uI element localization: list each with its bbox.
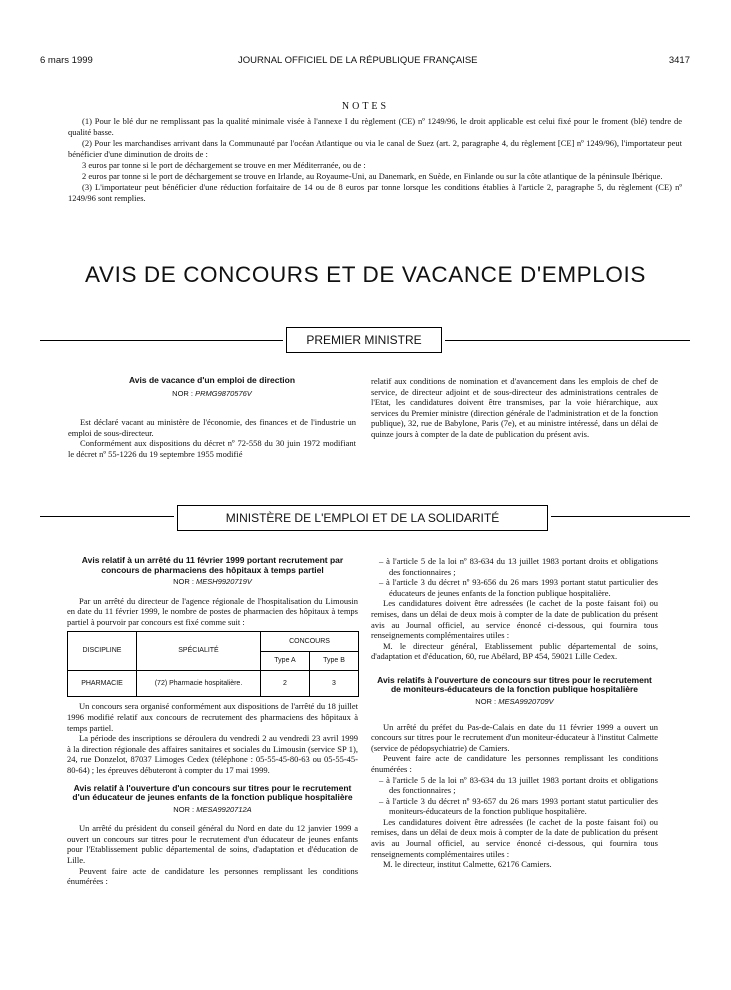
nor-code: PRMG9870576V	[195, 388, 252, 398]
nor-code: MESH9920719V	[196, 577, 252, 586]
left-column	[67, 556, 358, 887]
nor-label: NOR :	[172, 388, 194, 398]
section-title-label: MINISTÈRE DE L'EMPLOI ET DE LA SOLIDARITÉ	[225, 511, 500, 525]
nor-label: NOR :	[173, 804, 195, 814]
avis-paragraph: Est déclaré vacant au ministère de l'économie, des finances et de l'industrie un emploi de sous-directeur.	[68, 417, 356, 438]
nor-line	[371, 697, 658, 708]
avis-paragraph: relatif aux conditions de nomination et d'avancement dans les emplois de chef de service, de directeur adjoint et de sous-directeur des administrations centrales de l'Etat, les candidatures doivent être transmises, par la voie hiérarchique, aux services du Premier ministre (direction générale de l'administration et de la fonction publique), 32, rue de Babylone, Paris (7e), et au ministre intéressé, dans un délai de quinze jours à compter de la date de publication du présent avis.	[371, 376, 658, 439]
avis-paragraph: La période des inscriptions se déroulera du vendredi 2 au vendredi 23 avril 1999 à la direction régionale des affaires sanitaires et sociales du Limousin (service SP 1), 24, rue Donzelot, 87037 Limoges Cedex (téléphone : 05-55-45-80-63 ou 05-55-45-80-64) ; les épreuves débuteront à compter du 17 mai 1999.	[67, 733, 358, 775]
nor-code: MESA9920712A	[196, 804, 252, 814]
dash-item: – à l'article 3 du décret nº 93-656 du 26 mars 1993 portant statut particulier des éducateurs de jeunes enfants de la fonction publique hospitalière.	[379, 577, 658, 598]
notes-title: NOTES	[341, 101, 390, 112]
avis-paragraph: Un arrêté du préfet du Pas-de-Calais en date du 11 février 1999 a ouvert un concours sur titres pour le recrutement d'un moniteur-éducateur à l'institut Calmette (service de pédopsychiatrie) de Camiers.	[371, 721, 658, 753]
dash-item: – à l'article 5 de la loi nº 83-634 du 13 juillet 1983 portant droits et obligations des fonctionnaires ;	[379, 774, 658, 796]
table-header-concours: CONCOURS	[261, 632, 359, 652]
note-paragraph: (2) Pour les marchandises arrivant dans la Communauté par l'océan Atlantique ou via le canal de Suez (art. 2, paragraphe 4, du règlement [CE] nº 1249/96), l'importateur peut bénéficier d'une diminution de droits de :	[68, 138, 682, 159]
header-journal: JOURNAL OFFICIEL DE LA RÉPUBLIQUE FRANÇAISE	[238, 55, 478, 66]
table-header-type-b: Type B	[310, 652, 359, 671]
nor-label: NOR :	[475, 696, 497, 706]
avis-heading: Avis relatif à un arrêté du 11 février 1999 portant recrutement par concours de pharmaciens des hôpitaux à temps partiel	[81, 555, 344, 575]
note-paragraph: 2 euros par tonne si le port de déchargement se trouve en Irlande, au Royaume-Uni, au Danemark, en Suède, en Finlande ou sur la côte atlantique de la péninsule Ibérique.	[82, 171, 663, 181]
section-title-ministere-emploi	[177, 505, 548, 531]
table-header-discipline: DISCIPLINE	[68, 632, 137, 671]
avis-paragraph: Les candidatures doivent être adressées (le cachet de la poste faisant foi) ou remises, dans un délai de deux mois à compter de la date de publication du présent avis au Journal officiel, au service énoncé ci-dessous, qui fournira tous renseignements complémentaires utiles :	[371, 598, 658, 641]
table-cell-type-b: 3	[310, 671, 359, 697]
notes-block	[68, 116, 682, 204]
avis-paragraph: Peuvent faire acte de candidature les personnes remplissant les conditions énumérées :	[67, 865, 358, 887]
table-header-type-a: Type A	[261, 652, 310, 671]
dash-item: – à l'article 3 du décret nº 93-657 du 26 mars 1993 portant statut particulier des moniteurs-éducateurs de la fonction publique hospitalière.	[379, 795, 658, 817]
table-cell-specialite: (72) Pharmacie hospitalière.	[137, 671, 261, 697]
header-page-number: 3417	[668, 55, 690, 66]
postes-table	[67, 631, 359, 697]
avis-vacance-right-column	[371, 376, 658, 440]
avis-paragraph: Conformément aux dispositions du décret nº 72-558 du 30 juin 1972 modifiant le décret nº 55-1226 du 19 septembre 1955 modifié	[68, 438, 356, 459]
avis-paragraph: M. le directeur, institut Calmette, 62176 Camiers.	[383, 859, 552, 870]
note-paragraph: (1) Pour le blé dur ne remplissant pas la qualité minimale visée à l'annexe I du règlement (CE) nº 1249/96, le droit applicable est celui fixé pour le froment (blé) tendre de qualité basse.	[68, 116, 682, 137]
section-title-premier-ministre	[286, 327, 442, 353]
note-paragraph: (3) L'importateur peut bénéficier d'une réduction forfaitaire de 14 ou de 8 euros par tonne lorsque les conditions établies à l'article 2, paragraphe 5, du règlement (CE) nº 1249/96 sont remplies.	[68, 182, 682, 203]
nor-line	[68, 389, 356, 400]
avis-paragraph: Les candidatures doivent être adressées (le cachet de la poste faisant foi) ou remises, dans un délai de deux mois à compter de la date de publication du présent avis au Journal officiel, au service énoncé ci-dessous, qui fournira tous renseignements complémentaires utiles :	[371, 816, 658, 859]
avis-heading: Avis relatifs à l'ouverture de concours sur titres pour le recrutement de moniteurs-éducateurs de la fonction publique hospitalière	[377, 674, 652, 695]
avis-paragraph: Peuvent faire acte de candidature les personnes remplissant les conditions énumérées :	[371, 753, 658, 774]
avis-heading: Avis de vacance d'un emploi de direction	[128, 375, 296, 385]
running-header	[40, 55, 690, 69]
nor-label: NOR :	[173, 577, 194, 586]
dash-item: – à l'article 5 de la loi nº 83-634 du 13 juillet 1983 portant droits et obligations des fonctionnaires ;	[379, 556, 658, 577]
avis-paragraph: Par un arrêté du directeur de l'agence régionale de l'hospitalisation du Limousin en date du 11 février 1999, le nombre de postes de pharmacien des hôpitaux à temps partiel à pourvoir par concours est fixé comme suit :	[67, 595, 358, 627]
right-column	[371, 556, 658, 870]
avis-paragraph: Un concours sera organisé conformément aux dispositions de l'arrêté du 18 juillet 1996 modifié relatif aux concours de recrutement des pharmaciens des hôpitaux à temps partiel.	[67, 701, 358, 733]
section-title-label: PREMIER MINISTRE	[306, 333, 422, 347]
nor-code: MESA9920709V	[498, 696, 554, 706]
nor-line	[67, 805, 358, 816]
avis-vacance-left-column	[68, 376, 356, 459]
table-header-specialite: SPÉCIALITÉ	[137, 632, 261, 671]
table-cell-discipline: PHARMACIE	[68, 671, 137, 697]
note-paragraph: 3 euros par tonne si le port de déchargement se trouve en mer Méditerranée, ou de :	[82, 160, 366, 170]
header-date: 6 mars 1999	[40, 55, 93, 66]
avis-paragraph: M. le directeur général, Etablissement public départemental de soins, d'adaptation et d'éducation, 60, rue Abélard, BP 454, 59021 Lille Cedex.	[371, 640, 658, 662]
nor-line	[67, 577, 358, 588]
avis-heading: Avis relatif à l'ouverture d'un concours sur titres pour le recrutement d'un éducateur de jeunes enfants de la fonction publique hospitalière	[72, 782, 353, 803]
main-title: AVIS DE CONCOURS ET DE VACANCE D'EMPLOIS	[85, 262, 646, 287]
avis-paragraph: Un arrêté du président du conseil général du Nord en date du 12 janvier 1999 a ouvert un concours sur titres pour le recrutement d'un éducateur de jeunes enfants pour l'Etablissement public départemental de soins, d'adaptation et d'éducation de Lille.	[67, 823, 358, 865]
table-cell-type-a: 2	[261, 671, 310, 697]
